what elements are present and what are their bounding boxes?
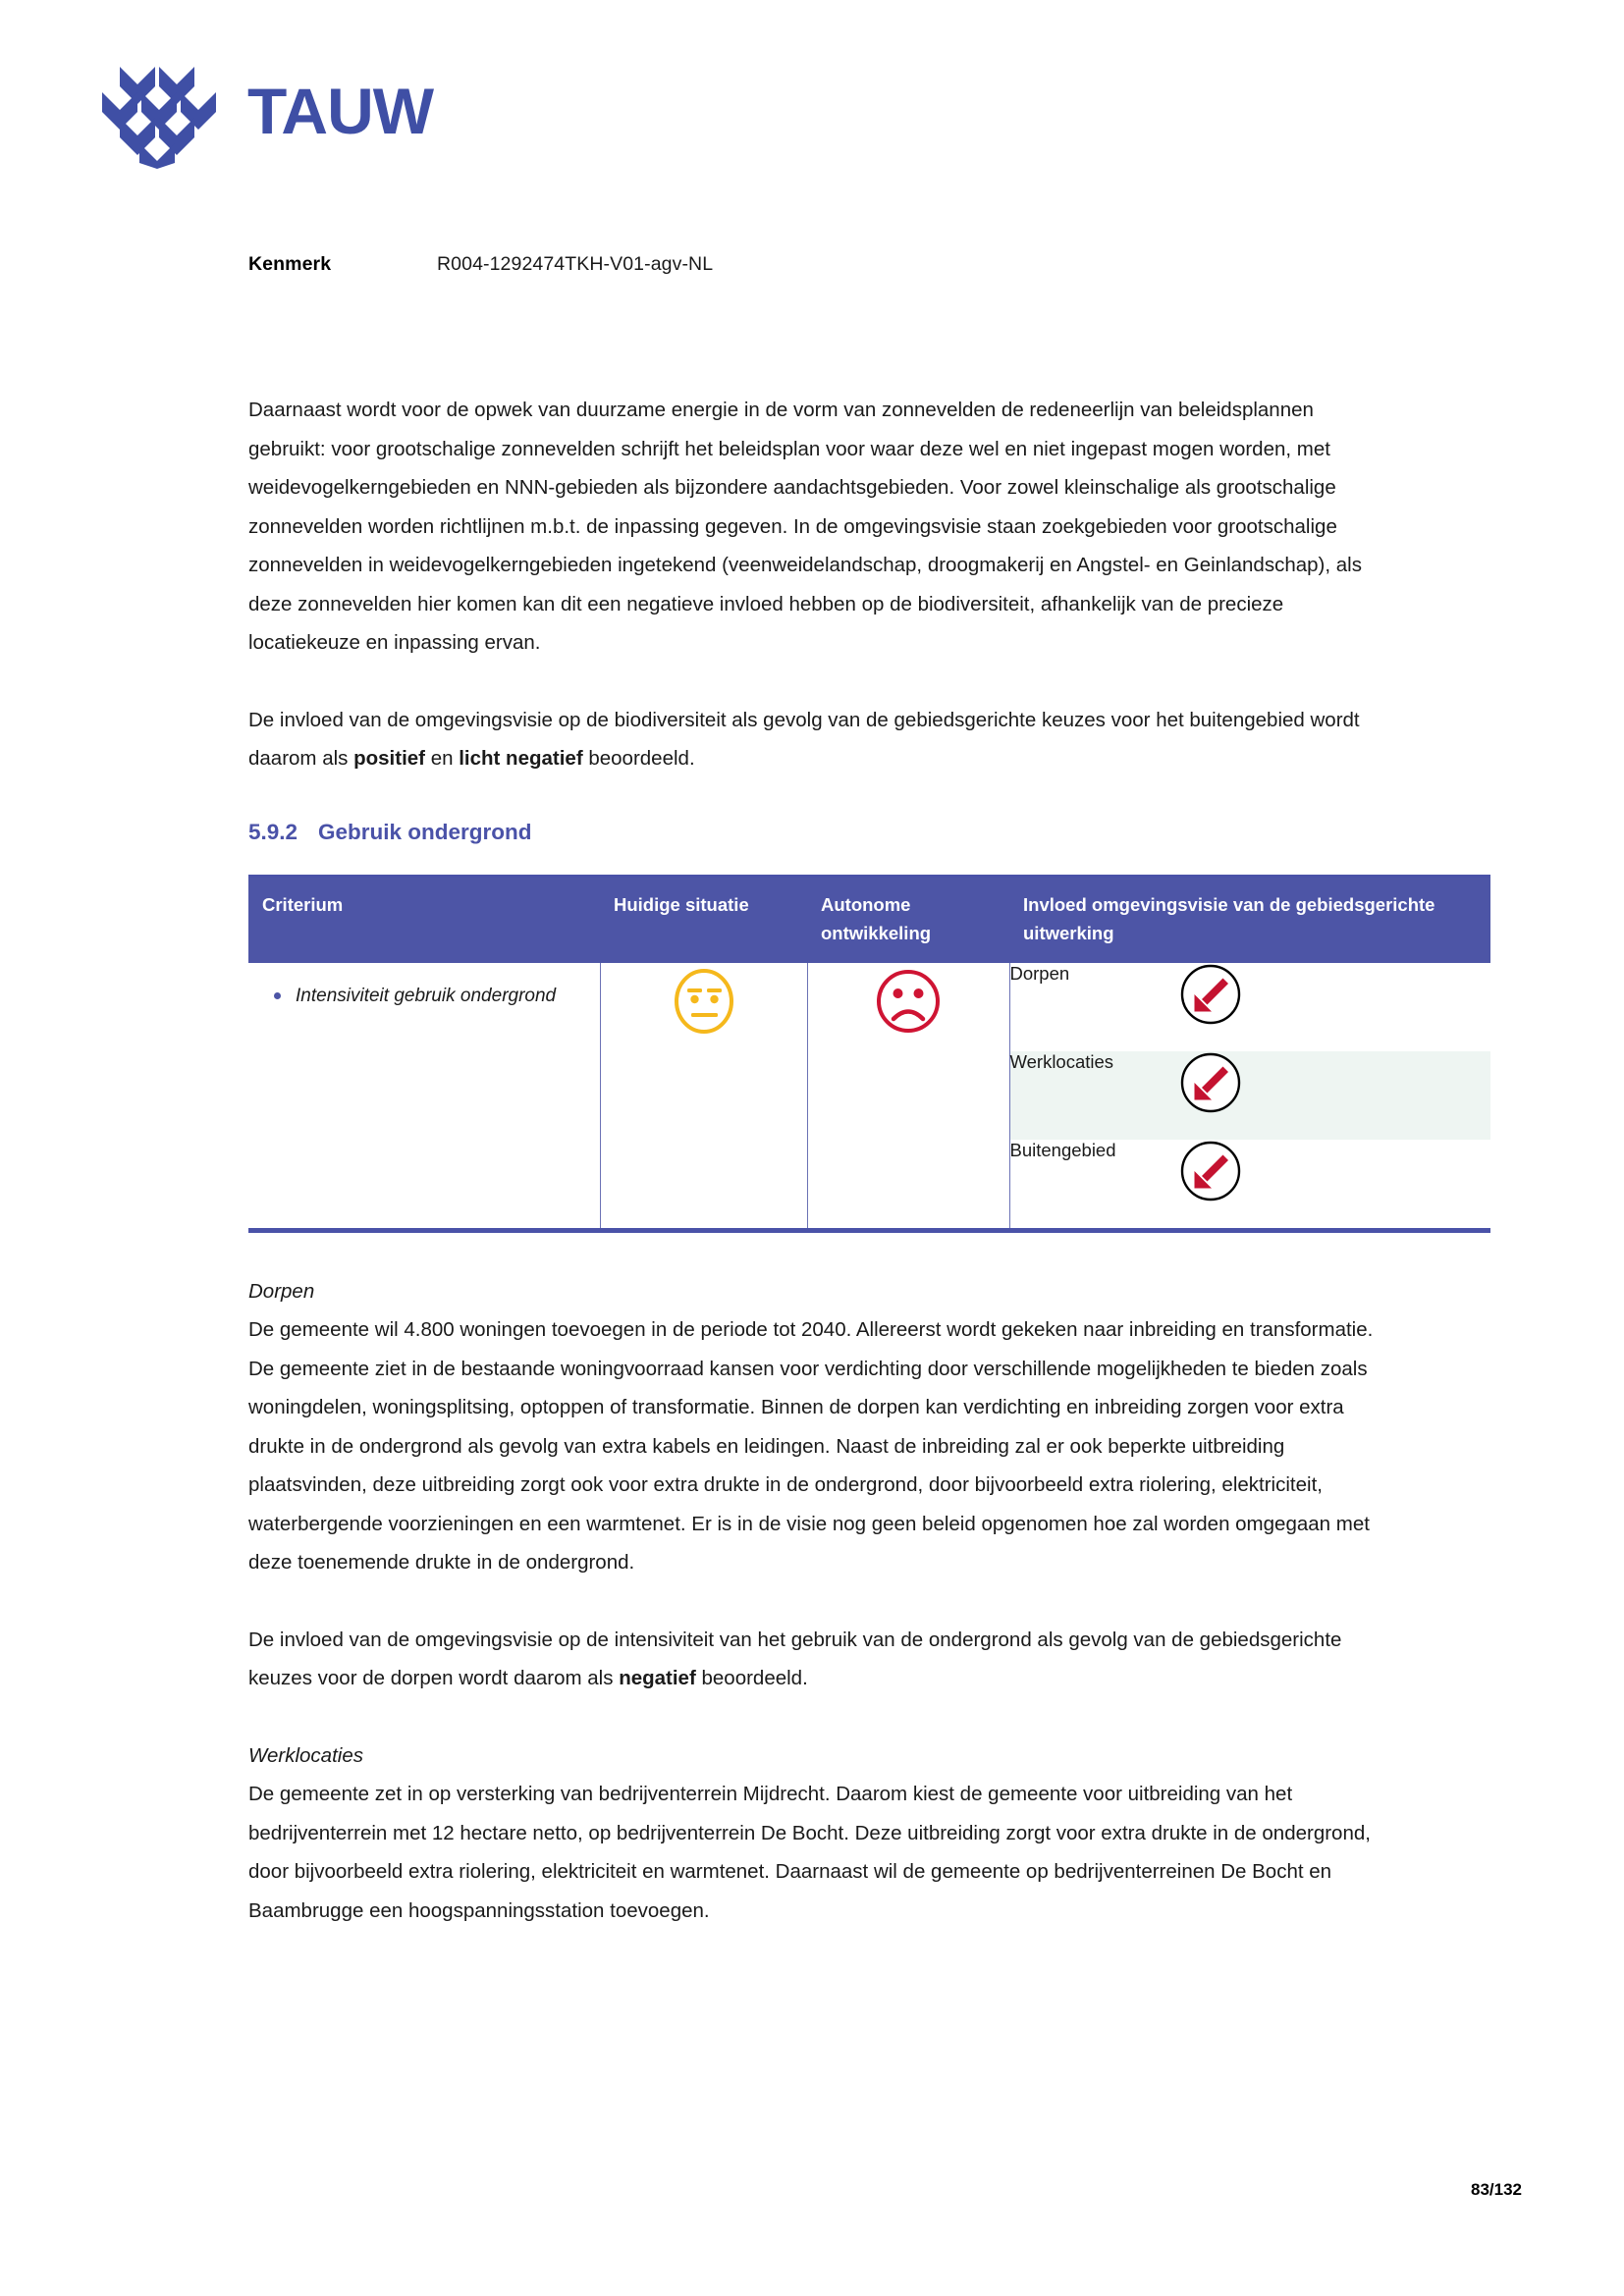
conclusion-text-b: en bbox=[425, 747, 460, 770]
tauw-logo-mark-icon bbox=[102, 61, 226, 169]
spacer bbox=[248, 1582, 1380, 1621]
subrow-icon-cell-werklocaties bbox=[1179, 1051, 1491, 1140]
spacer bbox=[248, 663, 1380, 701]
neutral-face-icon bbox=[666, 1023, 742, 1043]
paragraph-conclusion-biodiversiteit bbox=[248, 701, 1380, 778]
spacer bbox=[248, 1698, 1380, 1736]
arrow-down-right-negative-icon bbox=[1179, 1051, 1491, 1119]
th-autonome-ontwikkeling: Autonome ontwikkeling bbox=[807, 876, 1009, 963]
subrow-buitengebied bbox=[1010, 1140, 1491, 1228]
subrow-label-werklocaties: Werklocaties bbox=[1010, 1051, 1179, 1140]
kenmerk-value: R004-1292474TKH-V01-agv-NL bbox=[437, 253, 714, 275]
evaluation-table bbox=[248, 875, 1490, 1233]
section-title: Gebruik ondergrond bbox=[318, 819, 532, 844]
subrow-label-buitengebied: Buitengebied bbox=[1010, 1140, 1179, 1228]
paragraph-dorpen-conclusion bbox=[248, 1621, 1380, 1698]
subrow-werklocaties bbox=[1010, 1051, 1491, 1140]
subrow-icon-cell-buitengebied bbox=[1179, 1140, 1491, 1228]
section-heading-5-9-2 bbox=[248, 820, 1380, 845]
th-invloed-omgevingsvisie: Invloed omgevingsvisie van de gebiedsgerichte uitwerking bbox=[1009, 876, 1490, 963]
paragraph-dorpen: De gemeente wil 4.800 woningen toevoegen in de periode tot 2040. Allereerst wordt gekeken naar inbreiding en transformatie. De gemeente ziet in de bestaande woningvoorraad kansen voor verdichting door verschillende mogelijkheden te bieden zoals woningdelen, woningsplitsing, optoppen of transformatie. Binnen de dorpen kan verdichting en inbreiding zorgen voor extra drukte in de ondergrond als gevolg van extra kabels en leidingen. Naast de inbreiding zal er ook beperkte uitbreiding plaatsvinden, deze uitbreiding zorgt ook voor extra drukte in de ondergrond, door bijvoorbeeld extra riolering, elektriciteit, waterbergende voorzieningen en een warmtenet. Er is in de visie nog geen beleid opgenomen hoe zal worden omgegaan met deze toenemende drukte in de ondergrond. bbox=[248, 1318, 1374, 1574]
arrow-down-right-negative-icon bbox=[1179, 1140, 1491, 1207]
cell-criterium bbox=[248, 963, 600, 1231]
conclusion-text-a: De invloed van de omgevingsvisie op de biodiversiteit als gevolg van de gebiedsgerichte keuzes voor het buitengebied wordt daarom als bbox=[248, 708, 1360, 770]
th-huidige-situatie: Huidige situatie bbox=[600, 876, 807, 963]
conclusion-bold-positief: positief bbox=[353, 747, 426, 770]
cell-huidige-situatie bbox=[600, 963, 807, 1231]
th-criterium: Criterium bbox=[248, 876, 600, 963]
table-body bbox=[248, 963, 1490, 1231]
kenmerk-label: Kenmerk bbox=[248, 253, 332, 275]
subrow-icon-cell-dorpen bbox=[1179, 963, 1491, 1051]
arrow-down-right-negative-icon bbox=[1179, 963, 1491, 1031]
invloed-subtable-body bbox=[1010, 963, 1491, 1228]
table-header-row bbox=[248, 876, 1490, 963]
cell-invloed-omgevingsvisie bbox=[1009, 963, 1490, 1231]
conclusion-bold-licht-negatief: licht negatief bbox=[459, 747, 583, 770]
criterium-content bbox=[248, 963, 600, 1023]
page-content bbox=[248, 391, 1435, 1930]
subrow-label-dorpen: Dorpen bbox=[1010, 963, 1179, 1051]
table-row bbox=[248, 963, 1490, 1231]
paragraph-intro: Daarnaast wordt voor de opwek van duurzame energie in de vorm van zonnevelden de redeneerlijn van beleidsplannen gebruikt: voor grootschalige zonnevelden schrijft het beleidsplan voor waar deze wel en niet ingepast mogen worden, met weidevogelkerngebieden en NNN-gebieden als bijzondere aandachtsgebieden. Voor zowel kleinschalige als grootschalige zonnevelden worden richtlijnen m.b.t. de inpassing gegeven. In de omgevingsvisie staan zoekgebieden voor grootschalige zonnevelden in weidevogelkerngebieden ingetekend (veenweidelandschap, droogmakerij en Angstel- en Geinlandschap), als deze zonnevelden hier komen kan dit een negatieve invloed hebben op de biodiversiteit, afhankelijk van de precieze locatiekeuze en inpassing ervan. bbox=[248, 399, 1362, 654]
page-number-footer: 83/132 bbox=[1471, 2180, 1522, 2199]
kenmerk-row bbox=[248, 253, 713, 276]
subheading-dorpen: Dorpen bbox=[248, 1279, 315, 1303]
dorpen-conclusion-text-b: beoordeeld. bbox=[695, 1667, 808, 1689]
subrow-dorpen bbox=[1010, 963, 1491, 1051]
tauw-logo bbox=[102, 61, 444, 169]
dorpen-conclusion-bold-negatief: negatief bbox=[619, 1667, 696, 1689]
criterium-list bbox=[262, 979, 586, 1013]
section-number: 5.9.2 bbox=[248, 819, 298, 844]
invloed-subtable bbox=[1010, 963, 1491, 1228]
criterium-list-item: Intensiviteit gebruik ondergrond bbox=[296, 979, 586, 1013]
conclusion-text-c: beoordeeld. bbox=[582, 747, 695, 770]
cell-autonome-ontwikkeling bbox=[807, 963, 1009, 1231]
sad-face-icon bbox=[870, 1023, 947, 1043]
paragraph-werklocaties: De gemeente zet in op versterking van bedrijventerrein Mijdrecht. Daarom kiest de gemeente voor uitbreiding van het bedrijventerrein met 12 hectare netto, op bedrijventerrein De Bocht. Deze uitbreiding zorgt voor extra drukte in de ondergrond, door bijvoorbeeld extra riolering, elektriciteit en warmtenet. Daarnaast wil de gemeente op bedrijventerreinen De Bocht en Baambrugge een hoogspanningsstation toevoegen. bbox=[248, 1783, 1371, 1922]
subheading-werklocaties: Werklocaties bbox=[248, 1743, 363, 1767]
svg-text:TAUW: TAUW bbox=[247, 80, 434, 145]
table-header bbox=[248, 876, 1490, 963]
spacer bbox=[248, 1233, 1380, 1272]
dorpen-conclusion-text-a: De invloed van de omgevingsvisie op de intensiviteit van het gebruik van de ondergrond als gevolg van de gebiedsgerichte keuzes voor de dorpen wordt daarom als bbox=[248, 1628, 1342, 1689]
tauw-wordmark bbox=[247, 80, 444, 150]
